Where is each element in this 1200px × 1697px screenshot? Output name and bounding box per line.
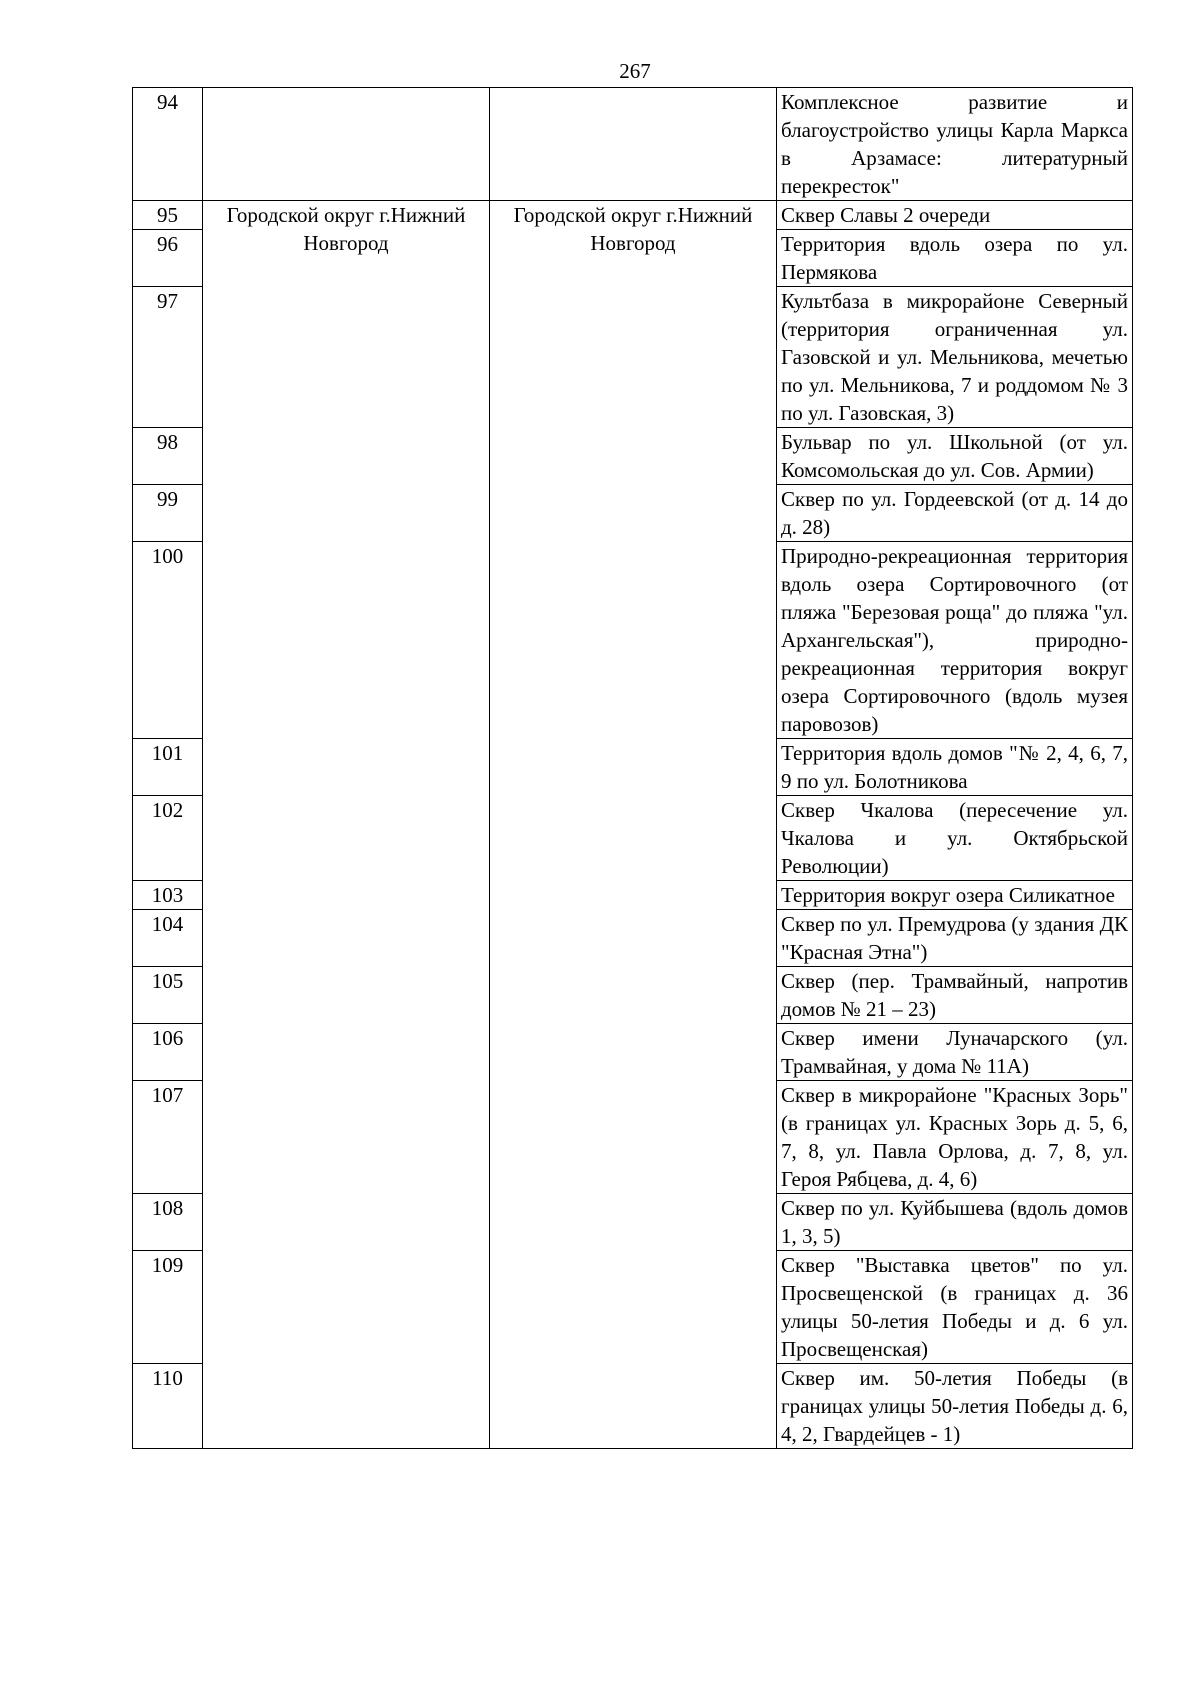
row-number: 102	[133, 796, 203, 881]
object-name: Сквер Славы 2 очереди	[777, 201, 1133, 230]
object-name: Сквер по ул. Премудрова (у здания ДК "Красная Этна")	[777, 910, 1133, 967]
page-number: 267	[619, 59, 651, 83]
territories-table	[132, 87, 1133, 1449]
object-name: Сквер по ул. Куйбышева (вдоль домов 1, 3, 5)	[777, 1194, 1133, 1251]
object-name: Природно-рекреационная территория вдоль озера Сортировочного (от пляжа "Березовая роща" до пляжа "ул. Архангельская"), природно-рекреационная территория вокруг озера Сортировочного (вдоль музея паровозов)	[777, 542, 1133, 739]
row-number: 95	[133, 201, 203, 230]
object-name: Территория вдоль озера по ул. Пермякова	[777, 230, 1133, 287]
object-name: Территория вдоль домов "№ 2, 4, 6, 7, 9 по ул. Болотникова	[777, 739, 1133, 796]
table-row	[133, 201, 1133, 230]
municipality-cell: Городской округ г.Нижний Новгород	[203, 201, 490, 1449]
row-number: 106	[133, 1024, 203, 1081]
object-name: Бульвар по ул. Школьной (от ул. Комсомольская до ул. Сов. Армии)	[777, 428, 1133, 485]
row-number: 109	[133, 1251, 203, 1364]
row-number: 105	[133, 967, 203, 1024]
row-number: 101	[133, 739, 203, 796]
row-number: 107	[133, 1081, 203, 1194]
settlement-cell: Городской округ г.Нижний Новгород	[490, 201, 777, 1449]
municipality-cell	[203, 88, 490, 201]
row-number: 100	[133, 542, 203, 739]
object-name: Сквер по ул. Гордеевской (от д. 14 до д. 28)	[777, 485, 1133, 542]
row-number: 104	[133, 910, 203, 967]
object-name: Комплексное развитие и благоустройство улицы Карла Маркса в Арзамасе: литературный перекресток"	[777, 88, 1133, 201]
row-number: 97	[133, 287, 203, 428]
row-number: 103	[133, 881, 203, 910]
row-number: 99	[133, 485, 203, 542]
object-name: Сквер "Выставка цветов" по ул. Просвещенской (в границах д. 36 улицы 50-летия Победы и д. 6 ул. Просвещенская)	[777, 1251, 1133, 1364]
row-number: 98	[133, 428, 203, 485]
object-name: Сквер Чкалова (пересечение ул. Чкалова и ул. Октябрьской Революции)	[777, 796, 1133, 881]
object-name: Сквер им. 50-летия Победы (в границах улицы 50-летия Победы д. 6, 4, 2, Гвардейцев - 1)	[777, 1364, 1133, 1449]
row-number: 110	[133, 1364, 203, 1449]
object-name: Сквер в микрорайоне "Красных Зорь" (в границах ул. Красных Зорь д. 5, 6, 7, 8, ул. Павла Орлова, д. 7, 8, ул. Героя Рябцева, д. 4, 6)	[777, 1081, 1133, 1194]
row-number: 108	[133, 1194, 203, 1251]
object-name: Сквер имени Луначарского (ул. Трамвайная, у дома № 11А)	[777, 1024, 1133, 1081]
row-number: 94	[133, 88, 203, 201]
settlement-cell	[490, 88, 777, 201]
table-row	[133, 88, 1133, 201]
row-number: 96	[133, 230, 203, 287]
object-name: Сквер (пер. Трамвайный, напротив домов № 21 – 23)	[777, 967, 1133, 1024]
object-name: Территория вокруг озера Силикатное	[777, 881, 1133, 910]
object-name: Культбаза в микрорайоне Северный (территория ограниченная ул. Газовской и ул. Мельникова, мечетью по ул. Мельникова, 7 и роддомом № 3 по ул. Газовская, 3)	[777, 287, 1133, 428]
